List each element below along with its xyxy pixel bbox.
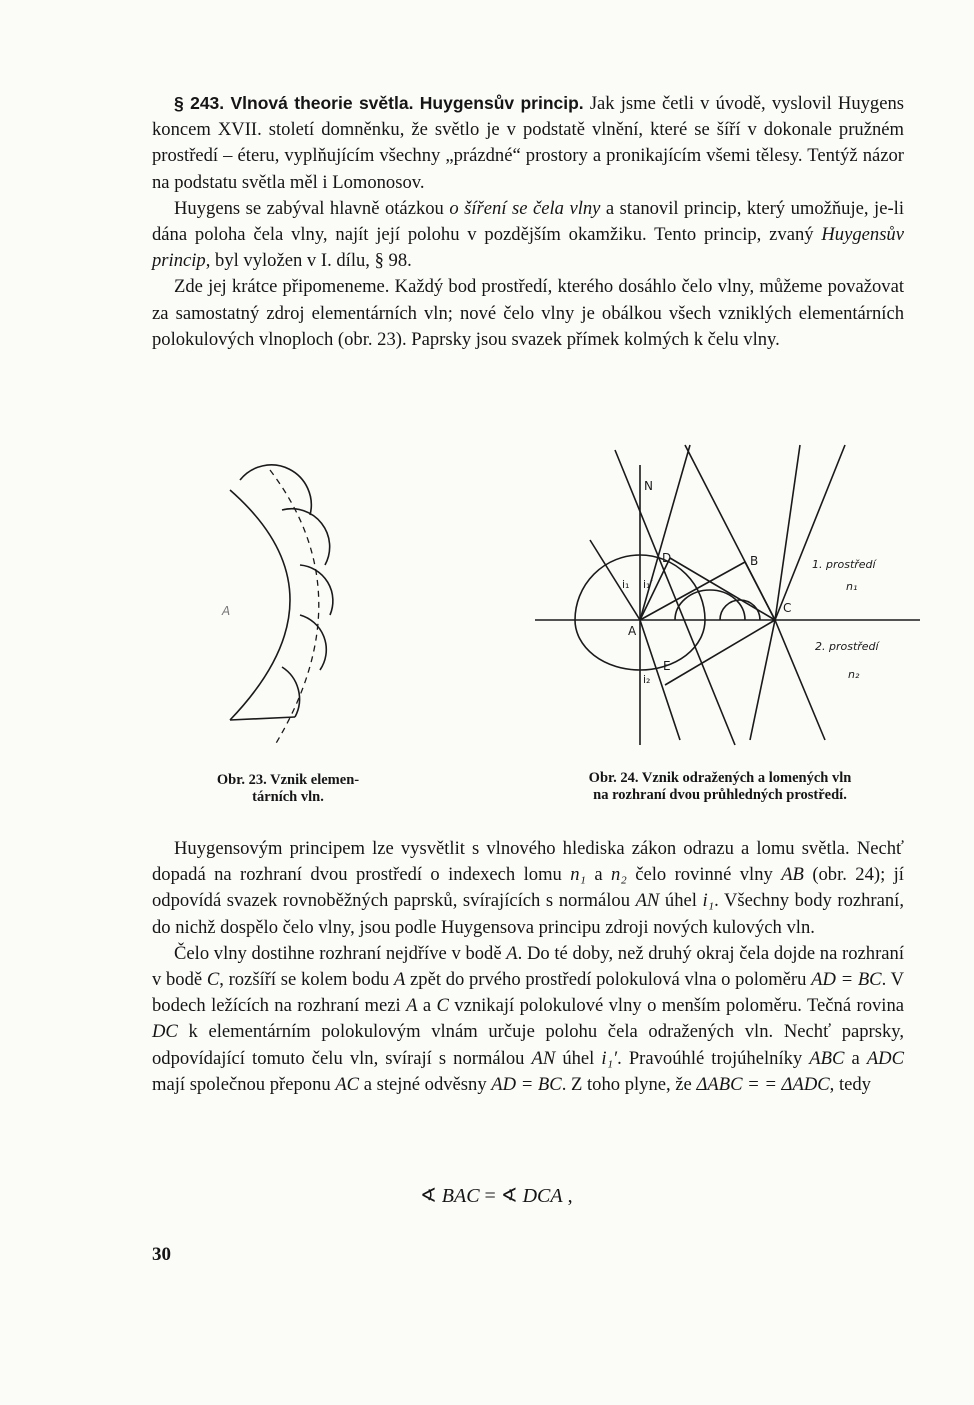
label-n: N — [644, 479, 653, 493]
wavefront-arc — [230, 490, 290, 720]
label-d: D — [662, 551, 672, 565]
upper-text — [152, 90, 904, 353]
label-medium-2: 2. prostředí — [815, 640, 879, 653]
elementary-wave — [282, 509, 330, 565]
label-b: B — [750, 554, 759, 568]
ray — [775, 445, 845, 620]
paragraph-wavefront: Čelo vlny dostihne rozhraní nejdříve v bodě A. Do té doby, než druhý okraj čela dojde na rozhraní v bodě C, rozšíří se kolem bodu A zpět do prvého prostředí polokulová vlna o poloměru AD = BC. V bodech ležících na rozhraní mezi A a C vznikají polokulové vlny o menším poloměru. Tečná rovina DC k elementárním polokulovým vlnám určuje polohu čela odražených vln. Nechť paprsky, odpovídající tomuto čelu vln, svírají s normálou AN úhel i₁′. Pravoúhlé trojúhelníky ABC a ADC mají společnou přeponu AC a stejné odvěsny AD = BC. Z toho plyne, že ΔABC = = ΔADC, tedy — [152, 942, 905, 1095]
caption-figure-24: Obr. 24. Vznik odražených a lomených vln na rozhraní dvou průhledných prostředí. — [588, 770, 852, 803]
emphasis: o šíření se čela vlny — [449, 197, 601, 219]
label-n1: n₁ — [846, 580, 858, 593]
ray — [750, 620, 775, 740]
page-number: 30 — [152, 1244, 171, 1265]
label-medium-1: 1. prostředí — [812, 558, 876, 571]
ray — [775, 445, 800, 620]
reflected-ray — [640, 445, 690, 620]
label-e: E — [663, 659, 671, 673]
label-n2: n₂ — [848, 668, 860, 681]
angle-symbol: ∢ — [500, 1185, 518, 1207]
elementary-wave — [230, 717, 295, 720]
angle-symbol: ∢ — [420, 1185, 437, 1207]
section-heading: § 243. Vlnová theorie světla. Huygensův princip. — [174, 93, 584, 113]
ray — [615, 450, 735, 745]
figure-23-elementary-waves — [200, 455, 400, 755]
label-i2: i₂ — [643, 673, 651, 686]
figure-24-reflection-refraction — [530, 440, 930, 750]
paragraph-recap: Zde jej krátce připomeneme. Každý bod prostředí, kterého dosáhlo čelo vlny, můžeme považovat za samostatný zdroj elementárních vln; nové čelo vlny je obálkou všech vzniklých elementárních polokulových vlnoploch (obr. 23). Paprsky jsou svazek přímek kolmých k čelu vlny. — [152, 276, 904, 350]
caption-figure-23: Obr. 23. Vznik elemen- tárních vln. — [216, 772, 360, 805]
label-i1: i₁ — [622, 578, 630, 591]
label-c: C — [783, 601, 792, 615]
emphasis: Huygensův princip — [152, 224, 904, 272]
paragraph-reflection-law: Huygensovým principem lze vysvětlit s vlnového hlediska zákon odrazu a lomu světla. Nechť dopadá na rozhraní dvou prostředí o indexech lomu n₁ a n₂ čelo rovinné vlny AB (obr. 24); jí odpovídá svazek rovnoběžných paprsků, svírajících s normálou AN úhel i₁. Všechny body rozhraní, do nichž dospělo čelo vlny, jsou podle Huygensova principu zdroji nových kulových vln. — [152, 838, 904, 938]
paragraph-text: Jak jsme četli v úvodě, vyslovil Huygens koncem XVII. století domněnku, že světlo je v podstatě vlnění, které se šíří v dokonale pružném prostředí – éteru, vyplňujícím všechny „prázdné“ prostory a pronikajícím všemi tělesy. Tentýž názor na podstatu světla měl i Lomonosov. — [152, 93, 904, 193]
label-i1-prime: i₁′ — [643, 578, 653, 591]
refracted-front — [665, 620, 775, 685]
label-a: A — [222, 604, 231, 618]
angle-equality-formula: ∢ BAC = ∢ DCA , — [420, 1185, 573, 1207]
ray — [775, 620, 825, 740]
elementary-wave — [282, 667, 300, 717]
incident-ray — [590, 540, 640, 620]
elementary-wave — [300, 615, 326, 670]
paragraph-huygens-principle: Huygens se zabýval hlavně otázkou o šíření se čela vlny a stanovil princip, který umožňuje, je-li dána poloha čela vlny, najít její polohu v pozdějším okamžiku. Tento princip, zvaný Huygensův princip, byl vyložen v I. dílu, § 98. — [152, 197, 904, 272]
elementary-wave — [240, 465, 311, 515]
lower-text — [152, 836, 904, 1098]
paragraph-section-243 — [152, 90, 904, 196]
label-a: A — [628, 624, 637, 638]
